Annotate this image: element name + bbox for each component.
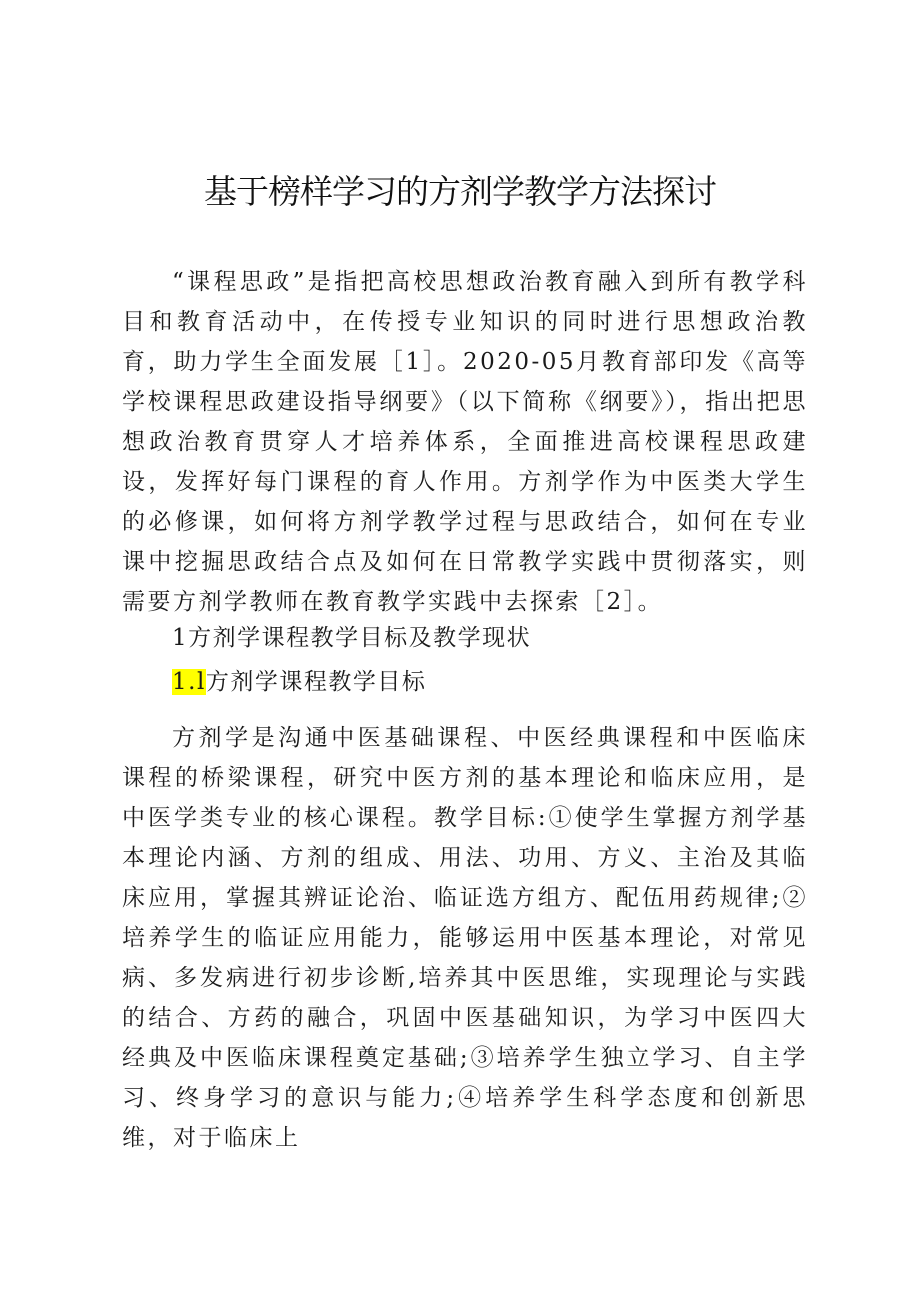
highlighted-section-number: 1.l (172, 669, 206, 695)
body-paragraph: 方剂学是沟通中医基础课程、中医经典课程和中医临床课程的桥梁课程，研究中医方剂的基本理论和临床应用，是中医学类专业的核心课程。教学目标:①使学生掌握方剂学基本理论内涵、方剂的组成、用法、功用、方义、主治及其临床应用，掌握其辨证论治、临证选方组方、配伍用药规律;②培养学生的临证应用能力，能够运用中医基本理论，对常见病、多发病进行初步诊断,培养其中医思维，实现理论与实践的结合、方药的融合，巩固中医基础知识，为学习中医四大经典及中医临床课程奠定基础;③培养学生独立学习、自主学习、终身学习的意识与能力;④培养学生科学态度和创新思维，对于临床上 (122, 725, 808, 1151)
section-heading-1: 1方剂学课程教学目标及教学现状 (172, 625, 532, 651)
document-title: 基于榜样学习的方剂学教学方法探讨 (204, 172, 716, 211)
intro-paragraph: “课程思政”是指把高校思想政治教育融入到所有教学科目和教育活动中，在传授专业知识的同时进行思想政治教育，助力学生全面发展［1］。2020-05月教育部印发《高等学校课程思政建设指导纲要》（以下简称《纲要》），指出把思想政治教育贯穿人才培养体系，全面推进高校课程思政建设，发挥好每门课程的育人作用。方剂学作为中医类大学生的必修课，如何将方剂学教学过程与思政结合，如何在专业课中挖掘思政结合点及如何在日常教学实践中贯彻落实，则需要方剂学教师在教育教学实践中去探索［2］。 (122, 269, 808, 615)
section-heading-1-1 (172, 664, 426, 700)
section-heading-1-1-text: 方剂学课程教学目标 (205, 669, 427, 695)
